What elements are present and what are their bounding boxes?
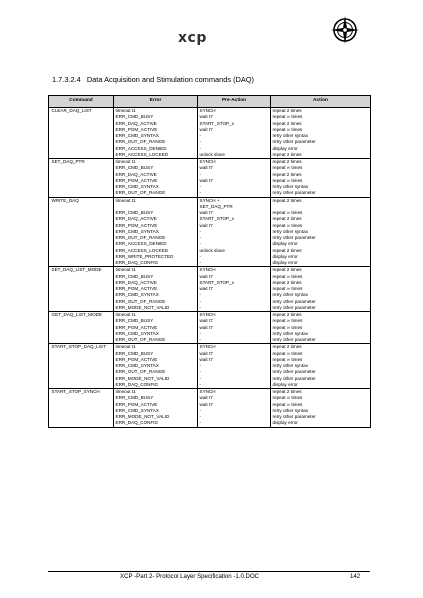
pre-action-line: - <box>199 304 202 310</box>
error-line: ERR_OUT_OF_RANGE <box>115 139 166 145</box>
pre-action-line: - <box>199 184 202 189</box>
action-line: retry other syntax <box>272 363 308 368</box>
action-cell <box>271 267 371 312</box>
column-header-error: Error <box>114 96 198 108</box>
action-line: repeat ∞ times <box>272 126 303 132</box>
error-line: ERR_WRITE_PROTECTED <box>115 253 174 259</box>
pre-action-line: wait t7 <box>199 126 213 132</box>
pre-action-line: START_STOP_x <box>199 216 234 222</box>
pre-action-line: START_STOP_x <box>199 120 234 126</box>
column-header-command: Command <box>49 96 114 108</box>
action-line: repeat ∞ times <box>272 165 303 171</box>
pre-action-cell <box>198 344 271 389</box>
action-cell <box>271 159 371 198</box>
pre-action-cell <box>198 197 271 267</box>
action-cell <box>271 197 371 267</box>
error-line: ERR_CMD_BUSY <box>115 395 154 401</box>
error-line: ERR_DAQ_ACTIVE <box>115 279 157 285</box>
error-line: ERR_CMD_SYNTAX <box>115 228 159 234</box>
error-line: ERR_CMD_SYNTAX <box>115 330 159 336</box>
action-line: retry other syntax <box>272 407 308 413</box>
pre-action-line: - <box>199 260 202 265</box>
error-cell <box>114 197 198 267</box>
action-line: retry other parameter <box>272 235 316 240</box>
action-line: repeat ∞ times <box>272 350 303 356</box>
pre-action-line: SYNCH <box>199 312 216 317</box>
error-line: ERR_OUT_OF_RANGE <box>115 298 166 304</box>
action-line: retry other parameter <box>272 304 316 310</box>
error-line: ERR_CMD_SYNTAX <box>115 292 159 298</box>
action-line: repeat 2 times <box>272 312 302 317</box>
error-line: timeout t1 <box>115 344 136 350</box>
error-line: ERR_PGM_ACTIVE <box>115 324 158 330</box>
action-line: display error <box>272 260 298 265</box>
error-line: ERR_PGM_ACTIVE <box>115 222 158 228</box>
error-line: ERR_DAQ_CONFIG <box>115 381 159 387</box>
action-line: repeat ∞ times <box>272 401 303 407</box>
action-line: display error <box>272 253 298 259</box>
action-line: display error <box>272 241 298 247</box>
error-line: ERR_DAQ_ACTIVE <box>115 216 157 222</box>
pre-action-line: - <box>199 337 202 342</box>
error-line: ERR_CMD_SYNTAX <box>115 407 159 413</box>
error-line: ERR_ACCESS_DENIED <box>115 145 167 151</box>
action-cell <box>271 344 371 389</box>
pre-action-cell <box>198 108 271 159</box>
pre-action-line: unlock slave <box>199 151 225 157</box>
table-header-row <box>49 96 371 108</box>
pre-action-line: wait t7 <box>199 350 213 356</box>
action-line: repeat 2 times <box>272 389 302 394</box>
action-line: retry other syntax <box>272 133 308 138</box>
table-row <box>49 389 371 428</box>
error-line: ERR_DAQ_CONFIG <box>115 260 159 265</box>
error-line: ERR_PGM_ACTIVE <box>115 286 158 291</box>
pre-action-line: - <box>199 420 202 426</box>
pre-action-line: - <box>199 375 202 381</box>
error-line: ERR_DAQ_ACTIVE <box>115 120 157 126</box>
action-line: retry other parameter <box>272 298 316 304</box>
error-line: timeout t1 <box>115 312 136 317</box>
action-line: repeat ∞ times <box>272 318 303 324</box>
error-line: ERR_OUT_OF_RANGE <box>115 369 166 375</box>
error-cell <box>114 159 198 198</box>
action-line: repeat 2 times <box>272 216 302 222</box>
action-line: repeat ∞ times <box>272 324 303 330</box>
pre-action-line: - <box>199 381 202 387</box>
command-cell: GET_DAQ_LIST_MODE <box>49 312 114 344</box>
error-line: ERR_OUT_OF_RANGE <box>115 337 166 342</box>
table-row <box>49 159 371 198</box>
pre-action-line: - <box>199 133 202 138</box>
table-row <box>49 267 371 312</box>
footer-divider <box>48 571 370 572</box>
error-line: ERR_MODE_NOT_VALID <box>115 414 170 419</box>
action-line: display error <box>272 420 298 426</box>
pre-action-line: SYNCH <box>199 159 216 164</box>
action-line: repeat ∞ times <box>272 395 303 401</box>
pre-action-line: SYNCH <box>199 344 216 350</box>
error-line: ERR_MODE_NOT_VALID <box>115 304 170 310</box>
action-line: repeat ∞ times <box>272 222 303 228</box>
pre-action-cell <box>198 267 271 312</box>
pre-action-line: wait t7 <box>199 356 213 362</box>
error-line: ERR_CMD_BUSY <box>115 114 154 120</box>
error-line: ERR_OUT_OF_RANGE <box>115 235 166 240</box>
pre-action-line: wait t7 <box>199 177 213 183</box>
pre-action-line: - <box>199 241 202 247</box>
section-number: 1.7.3.2.4 <box>52 75 81 84</box>
pre-action-line: - <box>199 228 202 234</box>
footer-page-number: 142 <box>350 573 361 580</box>
error-cell <box>114 267 198 312</box>
error-line: timeout t1 <box>115 197 136 203</box>
error-line: timeout t1 <box>115 159 136 164</box>
error-line: ERR_CMD_BUSY <box>115 350 154 356</box>
table-row <box>49 344 371 389</box>
error-line: ERR_CMD_BUSY <box>115 273 154 279</box>
action-cell <box>271 108 371 159</box>
error-line: ERR_CMD_SYNTAX <box>115 184 159 189</box>
action-line: repeat 2 times <box>272 279 302 285</box>
pre-action-line: SYNCH + <box>199 197 220 203</box>
pre-action-line: wait t7 <box>199 210 213 215</box>
error-line: ERR_CMD_BUSY <box>115 165 154 171</box>
error-line: ERR_CMD_BUSY <box>115 210 154 215</box>
pre-action-line: - <box>199 145 202 151</box>
pre-action-line: SET_DAQ_PTR <box>199 203 233 209</box>
command-cell: SET_DAQ_LIST_MODE <box>49 267 114 312</box>
error-line: ERR_DAQ_CONFIG <box>115 420 159 426</box>
error-line: ERR_ACCESS_LOCKED <box>115 151 169 157</box>
error-line: ERR_ACCESS_DENIED <box>115 241 167 247</box>
command-cell: SET_DAQ_PTR <box>49 159 114 198</box>
action-line: retry other parameter <box>272 369 316 375</box>
table-body <box>49 108 371 428</box>
pre-action-line: wait t7 <box>199 401 213 407</box>
table-row <box>49 312 371 344</box>
error-line: ERR_PGM_ACTIVE <box>115 401 158 407</box>
error-cell <box>114 312 198 344</box>
pre-action-line: wait t7 <box>199 318 213 324</box>
action-line: repeat 2 times <box>272 344 302 350</box>
error-line: ERR_OUT_OF_RANGE <box>115 190 166 196</box>
action-line: repeat ∞ times <box>272 210 303 215</box>
pre-action-line: wait t7 <box>199 114 213 120</box>
action-line: repeat 2 times <box>272 171 302 177</box>
action-line: display error <box>272 145 298 151</box>
error-line: ERR_DAQ_ACTIVE <box>115 171 157 177</box>
pre-action-line: SYNCH <box>199 108 216 113</box>
pre-action-line: SYNCH <box>199 267 216 273</box>
action-line: retry other parameter <box>272 414 316 419</box>
action-line: repeat 2 times <box>272 151 302 157</box>
error-cell <box>114 108 198 159</box>
section-heading <box>52 75 254 84</box>
compass-emblem-icon <box>331 16 359 44</box>
pre-action-line: wait t7 <box>199 273 213 279</box>
action-cell <box>271 312 371 344</box>
action-line: repeat 2 times <box>272 108 302 113</box>
error-line: timeout t1 <box>115 389 136 394</box>
footer-document-title: XCP -Part 2- Protocol Layer Specification -1.0.DOC <box>120 573 260 580</box>
pre-action-line: - <box>199 407 202 413</box>
pre-action-line: - <box>199 292 202 298</box>
column-header-action: Action <box>271 96 371 108</box>
action-line: retry other parameter <box>272 337 316 342</box>
action-line: repeat 2 times <box>272 159 302 164</box>
daq-error-table <box>48 95 371 428</box>
pre-action-line: unlock slave <box>199 247 225 253</box>
pre-action-line: START_STOP_x <box>199 279 234 285</box>
pre-action-cell <box>198 389 271 428</box>
pre-action-line: wait t7 <box>199 324 213 330</box>
error-line: ERR_CMD_SYNTAX <box>115 133 159 138</box>
error-line: ERR_CMD_BUSY <box>115 318 154 324</box>
action-line: retry other parameter <box>272 190 316 196</box>
error-line: ERR_MODE_NOT_VALID <box>115 375 170 381</box>
error-line: timeout t1 <box>115 108 136 113</box>
action-line: retry other syntax <box>272 330 308 336</box>
command-cell: CLEAR_DAQ_LIST <box>49 108 114 159</box>
pre-action-line: - <box>199 171 202 177</box>
pre-action-line: - <box>199 414 202 419</box>
column-header-pre-action: Pre-Action <box>198 96 271 108</box>
pre-action-line: - <box>199 298 202 304</box>
xcp-logo: xcp <box>178 30 207 46</box>
error-cell <box>114 344 198 389</box>
action-line: retry other parameter <box>272 375 316 381</box>
action-line: display error <box>272 381 298 387</box>
action-line: retry other parameter <box>272 139 316 145</box>
error-line: ERR_PGM_ACTIVE <box>115 177 158 183</box>
pre-action-cell <box>198 159 271 198</box>
command-cell: WRITE_DAQ <box>49 197 114 267</box>
command-cell: START_STOP_DAQ_LIST <box>49 344 114 389</box>
action-line: repeat 2 times <box>272 120 302 126</box>
pre-action-cell <box>198 312 271 344</box>
pre-action-line: - <box>199 190 202 196</box>
action-line: repeat ∞ times <box>272 286 303 291</box>
action-line: repeat ∞ times <box>272 356 303 362</box>
error-line: ERR_PGM_ACTIVE <box>115 356 158 362</box>
pre-action-line: SYNCH <box>199 389 216 394</box>
pre-action-line: - <box>199 363 202 368</box>
action-cell <box>271 389 371 428</box>
table-row <box>49 108 371 159</box>
command-cell: START_STOP_SYNCH <box>49 389 114 428</box>
action-line: retry other syntax <box>272 228 308 234</box>
error-line: ERR_PGM_ACTIVE <box>115 126 158 132</box>
pre-action-line: wait t7 <box>199 395 213 401</box>
error-line: ERR_ACCESS_LOCKED <box>115 247 169 253</box>
pre-action-line: - <box>199 253 202 259</box>
action-line: repeat 2 times <box>272 197 302 203</box>
pre-action-line: wait t7 <box>199 222 213 228</box>
table-row <box>49 197 371 267</box>
action-line: repeat ∞ times <box>272 273 303 279</box>
error-line: ERR_CMD_SYNTAX <box>115 363 159 368</box>
action-line: repeat ∞ times <box>272 114 303 120</box>
action-line: repeat 2 times <box>272 247 302 253</box>
section-title: Data Acquisition and Stimulation commands (DAQ) <box>86 75 255 84</box>
pre-action-line: - <box>199 369 202 375</box>
error-cell <box>114 389 198 428</box>
pre-action-line: wait t7 <box>199 165 213 171</box>
action-line: retry other syntax <box>272 292 308 298</box>
action-line: repeat ∞ times <box>272 177 303 183</box>
pre-action-line: - <box>199 330 202 336</box>
pre-action-line: wait t7 <box>199 286 213 291</box>
pre-action-line: - <box>199 235 202 240</box>
pre-action-line: - <box>199 139 202 145</box>
error-line: timeout t1 <box>115 267 136 273</box>
action-line: repeat 2 times <box>272 267 302 273</box>
action-line: retry other syntax <box>272 184 308 189</box>
